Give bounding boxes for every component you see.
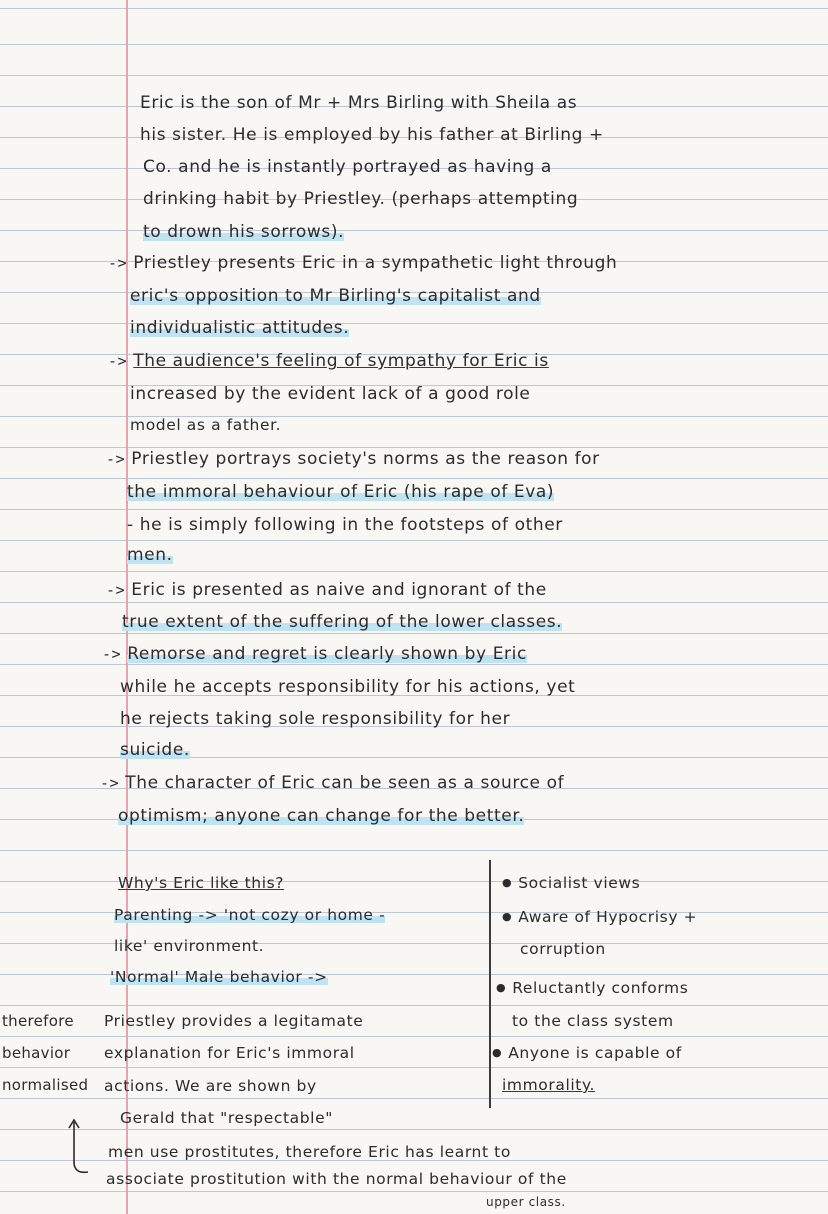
point-1-line-1 — [108, 253, 617, 273]
point-3-text-1: Priestley portrays society's norms as the reason for — [131, 449, 600, 469]
bullet-icon: ● — [496, 981, 507, 994]
point-5-line-3: he rejects taking sole responsibility for her — [120, 709, 511, 729]
point-4-text-1: Eric is presented as naive and ignorant of the — [131, 580, 547, 600]
point-5-text-4: suicide. — [120, 740, 190, 760]
bullet-icon: ● — [492, 1046, 503, 1059]
left-col-line-5: Priestley provides a legitamate — [104, 1012, 364, 1030]
intro-line-1: Eric is the son of Mr + Mrs Birling with Sheila as — [140, 93, 578, 113]
arrow-icon: -> — [106, 450, 126, 468]
intro-line-2: his sister. He is employed by his father at Birling + — [140, 125, 604, 145]
point-1-text-3: individualistic attitudes. — [130, 318, 350, 338]
left-col-line-10: associate prostitution with the normal behaviour of the — [106, 1170, 567, 1188]
point-6-text-1: The character of Eric can be seen as a source of — [125, 773, 565, 793]
point-5-line-1 — [102, 644, 527, 664]
point-5-text-1: Remorse and regret is clearly shown by Eric — [127, 644, 527, 664]
intro-line-4: drinking habit by Priestley. (perhaps attempting — [143, 189, 579, 209]
point-4-line-2 — [122, 612, 562, 632]
intro-line-3: Co. and he is instantly portrayed as having a — [143, 157, 552, 177]
column-divider — [489, 860, 491, 1108]
point-3-line-4 — [127, 545, 173, 565]
bullet-icon: ● — [502, 876, 513, 889]
bullet-icon: ● — [502, 910, 513, 923]
left-col-heading: Why's Eric like this? — [118, 874, 285, 892]
side-note-normalised: normalised — [2, 1076, 89, 1094]
point-1-line-3 — [130, 318, 349, 338]
arrow-icon: -> — [102, 645, 122, 663]
point-1-text-2: eric's opposition to Mr Birling's capitalist and — [130, 286, 541, 306]
arrow-icon: -> — [108, 254, 128, 272]
right-col-item-3b: to the class system — [512, 1012, 674, 1030]
left-col-line-4 — [110, 968, 328, 986]
side-note-behavior: behavior — [2, 1044, 71, 1062]
right-col-item-4b — [502, 1076, 595, 1094]
left-col-line-2 — [114, 906, 385, 924]
right-col-item-2b: corruption — [520, 940, 606, 958]
point-3-line-2 — [127, 482, 554, 502]
point-3-line-1 — [106, 449, 600, 469]
left-col-text-2: Parenting -> 'not cozy or home - — [114, 906, 386, 924]
right-col-item-2 — [502, 908, 697, 926]
point-4-text-2: true extent of the suffering of the lower classes. — [122, 612, 563, 632]
left-col-text-4: 'Normal' Male behavior -> — [110, 968, 328, 986]
point-1-text-1: Priestley presents Eric in a sympathetic light through — [133, 253, 618, 273]
point-2-line-1 — [108, 351, 549, 371]
point-3-line-3: - he is simply following in the footsteps of other — [127, 515, 563, 535]
left-col-line-11: upper class. — [486, 1195, 566, 1209]
point-2-line-3: model as a father. — [130, 416, 282, 434]
point-2-text-1: The audience's feeling of sympathy for Eric is — [133, 351, 549, 371]
point-1-line-2 — [130, 286, 541, 306]
arrow-icon: -> — [100, 774, 120, 792]
point-4-line-1 — [106, 580, 547, 600]
left-col-line-9: men use prostitutes, therefore Eric has learnt to — [108, 1143, 511, 1161]
left-col-line-7: actions. We are shown by — [104, 1077, 317, 1095]
left-col-line-3: like' environment. — [114, 937, 265, 955]
left-col-line-6: explanation for Eric's immoral — [104, 1044, 355, 1062]
right-col-text-2: Aware of Hypocrisy + — [518, 908, 698, 926]
point-6-line-1 — [100, 773, 564, 793]
point-3-text-2: the immoral behaviour of Eric (his rape of Eva) — [127, 482, 555, 502]
right-col-item-1 — [502, 874, 640, 892]
intro-line-5 — [143, 222, 344, 242]
left-col-line-8: Gerald that "respectable" — [120, 1109, 333, 1127]
right-col-text-1: Socialist views — [518, 874, 641, 892]
point-6-text-2: optimism; anyone can change for the better. — [118, 806, 525, 826]
curved-arrow-icon — [68, 1118, 96, 1176]
point-5-line-4 — [120, 740, 190, 760]
right-col-text-3: Reluctantly conforms — [512, 979, 689, 997]
margin-line — [126, 0, 128, 1214]
arrow-icon: -> — [108, 352, 128, 370]
point-3-text-4: men. — [127, 545, 173, 565]
intro-line-5-text: to drown his sorrows). — [143, 222, 345, 242]
side-note-therefore: therefore — [2, 1012, 74, 1030]
left-col-line-1 — [118, 874, 284, 892]
point-2-line-2: increased by the evident lack of a good role — [130, 384, 531, 404]
point-5-line-2: while he accepts responsibility for his actions, yet — [120, 677, 576, 697]
right-col-text-4: Anyone is capable of — [508, 1044, 682, 1062]
right-col-item-3 — [496, 979, 688, 997]
arrow-icon: -> — [106, 581, 126, 599]
right-col-item-4 — [492, 1044, 682, 1062]
point-6-line-2 — [118, 806, 524, 826]
right-col-text-4b: immorality. — [502, 1076, 596, 1094]
